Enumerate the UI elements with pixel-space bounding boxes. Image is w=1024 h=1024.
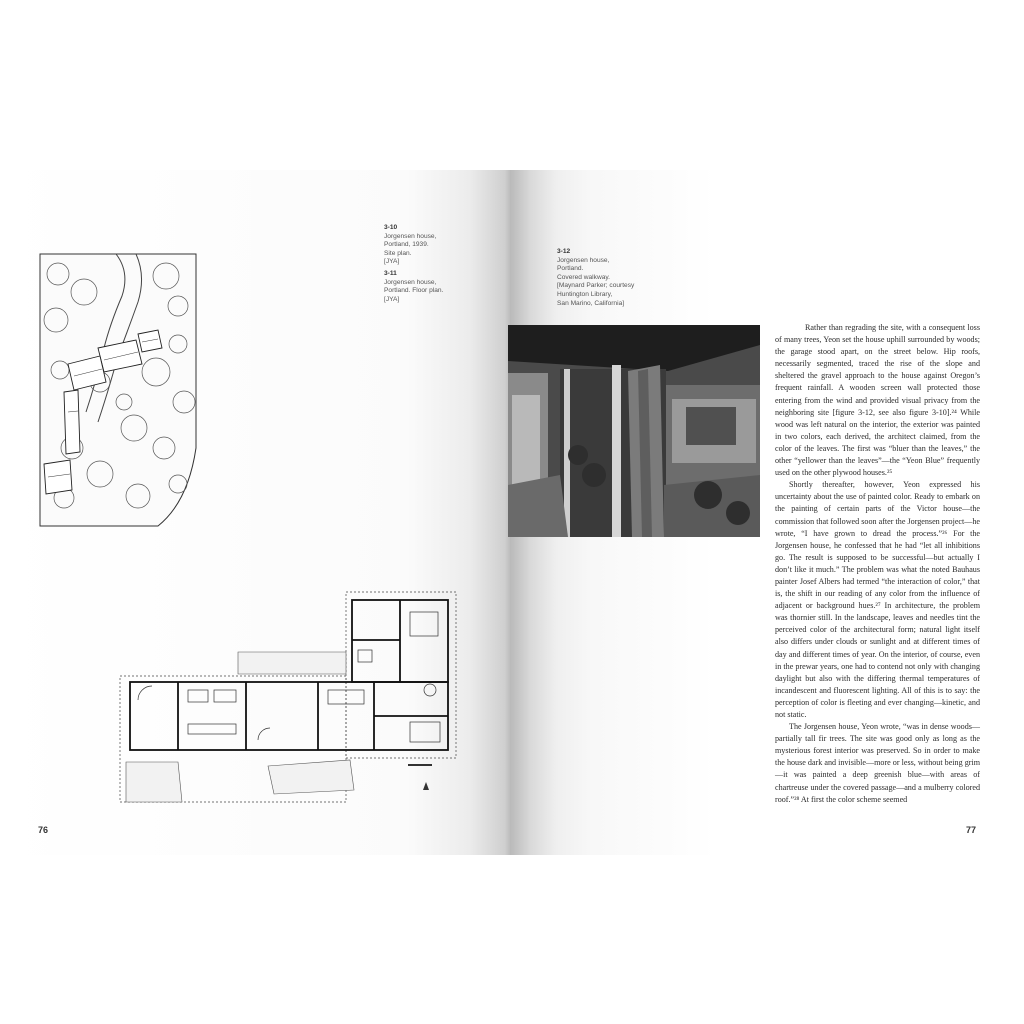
caption-line: Huntington Library, — [557, 290, 613, 298]
caption-line: [JYA] — [384, 258, 400, 266]
article-body — [775, 322, 980, 806]
covered-walkway-photo — [508, 325, 760, 537]
caption-line: Jorgensen house, — [384, 232, 437, 240]
caption-line: Portland, 1939. — [384, 241, 429, 249]
caption-line: Jorgensen house, — [384, 278, 437, 286]
caption-line: Portland. — [557, 265, 584, 273]
caption-number: 3-11 — [384, 269, 397, 277]
caption-line: Jorgensen house, — [557, 256, 610, 264]
caption-line: Portland. Floor plan. — [384, 287, 444, 295]
caption-3-12 — [557, 248, 677, 308]
page-number-right: 77 — [966, 825, 977, 835]
caption-number: 3-12 — [557, 248, 571, 255]
page-number-left: 76 — [38, 825, 49, 835]
caption-number: 3-10 — [384, 224, 398, 231]
caption-3-10 — [384, 224, 494, 304]
body-paragraph: Rather than regrading the site, with a consequent loss of many trees, Yeon set the house uphill surrounded by woods; the garage stood apart, on the street below. Hip roofs, necessarily segmented, traced the rise of the slope and sheltered the gravel approach to the house against Oregon’s frequent rainfall. A wooden screen wall protected those entering from the wind and provided visual privacy from the neighboring site [figure 3-12, see also figure 3-10].²⁴ While wood was left natural on the interior, the exterior was painted in two colors, each derived, the architect claimed, from the color of the leaves. The first was “bluer than the leaves,” the other “yellower than the leaves”—the “Yeon Blue” frequently used on the other plywood houses.²⁵ — [775, 323, 980, 478]
caption-line: [Maynard Parker; courtesy — [557, 282, 635, 290]
caption-line: [JYA] — [384, 295, 400, 303]
caption-line: San Marino, California] — [557, 299, 625, 307]
floor-plan-figure — [118, 590, 460, 806]
caption-line: Covered walkway. — [557, 273, 611, 281]
body-paragraph: The Jorgensen house, Yeon wrote, “was in dense woods—partially tall fir trees. The site was good only as long as the mysterious forest interior was preserved. So in order to make the house dark and invisible—more or less, without being grim—it was painted a deep greenish blue—with areas of chartreuse under the covered passage—and a mulberry colored roof.”²⁸ At first the color scheme seemed — [775, 722, 980, 804]
body-paragraph: Shortly thereafter, however, Yeon expressed his uncertainty about the use of painted color. Ready to embark on the painting of certain parts of the Victor house—the commission that followed soon after the Jorgensen project—he wrote, “I have grown to dread the process.”²⁶ For the Jorgensen house, he confessed that he had “let all inhibitions go. The result is supposed to be successful—but actually I don’t like it much.” The problem was what the noted Bauhaus painter Josef Albers had termed “the interaction of color,” that is, the shift in our reading of any color from the influence of adjacent or background hues.²⁷ In architecture, the problem was thornier still. In the landscape, leaves and needles tint the perceived color of the architectural form; natural light itself also differs under clouds or sunlight and at different times of day and different times of year. On the interior, of course, even in the prewar years, one had to contend not only with changing daylight but also with the differing thermal temperatures of incandescent and fluorescent lighting. All of this is to say: the perception of color is fleeting and ever changing—kinetic, and not static. — [775, 480, 980, 719]
site-plan-figure — [38, 252, 200, 528]
caption-line: Site plan. — [384, 249, 412, 257]
